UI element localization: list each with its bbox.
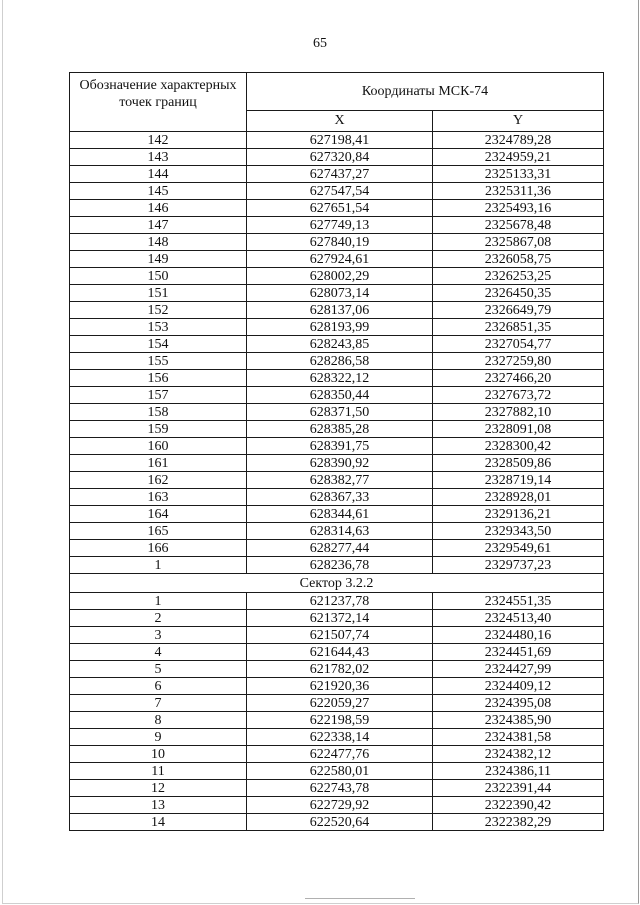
cell-y: 2325133,31 [433,166,604,183]
cell-y: 2324427,99 [433,661,604,678]
cell-y: 2327673,72 [433,387,604,404]
table-row [70,217,604,234]
cell-y: 2324409,12 [433,678,604,695]
cell-point-number: 152 [70,302,247,319]
cell-point-number: 146 [70,200,247,217]
cell-y: 2325867,08 [433,234,604,251]
cell-point-number: 1 [70,593,247,610]
cell-x: 621237,78 [247,593,433,610]
cell-y: 2327259,80 [433,353,604,370]
table-row [70,610,604,627]
coordinates-table [69,72,604,831]
section-separator [70,574,604,593]
cell-x: 628382,77 [247,472,433,489]
table-row [70,132,604,149]
page-bottom-mark [305,898,415,900]
cell-point-number: 144 [70,166,247,183]
cell-point-number: 164 [70,506,247,523]
cell-x: 622520,64 [247,814,433,831]
cell-point-number: 8 [70,712,247,729]
cell-x: 627198,41 [247,132,433,149]
cell-x: 628344,61 [247,506,433,523]
cell-y: 2328509,86 [433,455,604,472]
table-row [70,814,604,831]
cell-point-number: 160 [70,438,247,455]
table-row [70,506,604,523]
table-row [70,268,604,285]
cell-point-number: 4 [70,644,247,661]
cell-point-number: 156 [70,370,247,387]
cell-y: 2322390,42 [433,797,604,814]
table-row [70,593,604,610]
table-row [70,712,604,729]
cell-x: 628243,85 [247,336,433,353]
table-row [70,763,604,780]
cell-y: 2326253,25 [433,268,604,285]
table-row [70,695,604,712]
cell-x: 627651,54 [247,200,433,217]
cell-x: 628193,99 [247,319,433,336]
cell-point-number: 154 [70,336,247,353]
cell-point-number: 5 [70,661,247,678]
cell-point-number: 158 [70,404,247,421]
table-body-part1 [70,132,604,574]
cell-x: 628314,63 [247,523,433,540]
cell-x: 628391,75 [247,438,433,455]
cell-x: 628002,29 [247,268,433,285]
cell-x: 622477,76 [247,746,433,763]
cell-point-number: 143 [70,149,247,166]
cell-y: 2329737,23 [433,557,604,574]
cell-point-number: 148 [70,234,247,251]
cell-y: 2324395,08 [433,695,604,712]
cell-point-number: 163 [70,489,247,506]
cell-x: 627924,61 [247,251,433,268]
cell-point-number: 3 [70,627,247,644]
cell-point-number: 2 [70,610,247,627]
cell-y: 2326851,35 [433,319,604,336]
cell-point-number: 11 [70,763,247,780]
cell-x: 627840,19 [247,234,433,251]
cell-x: 628073,14 [247,285,433,302]
table-row [70,234,604,251]
cell-x: 621507,74 [247,627,433,644]
cell-y: 2322391,44 [433,780,604,797]
cell-y: 2325493,16 [433,200,604,217]
cell-x: 628390,92 [247,455,433,472]
table-row [70,438,604,455]
table-row [70,489,604,506]
cell-x: 628385,28 [247,421,433,438]
cell-y: 2324789,28 [433,132,604,149]
cell-point-number: 13 [70,797,247,814]
cell-x: 628137,06 [247,302,433,319]
cell-x: 628236,78 [247,557,433,574]
cell-y: 2325678,48 [433,217,604,234]
table-row [70,797,604,814]
cell-y: 2327466,20 [433,370,604,387]
cell-x: 622198,59 [247,712,433,729]
section-label: Сектор 3.2.2 [70,574,604,593]
cell-point-number: 161 [70,455,247,472]
cell-x: 627437,27 [247,166,433,183]
table-row [70,166,604,183]
cell-point-number: 149 [70,251,247,268]
cell-point-number: 150 [70,268,247,285]
header-point-designation: Обозначение характерных точек границ [70,73,247,132]
table-row [70,404,604,421]
table-row [70,557,604,574]
cell-y: 2322382,29 [433,814,604,831]
cell-point-number: 153 [70,319,247,336]
cell-x: 621782,02 [247,661,433,678]
cell-y: 2324513,40 [433,610,604,627]
cell-point-number: 142 [70,132,247,149]
cell-x: 621644,43 [247,644,433,661]
cell-y: 2326450,35 [433,285,604,302]
cell-point-number: 159 [70,421,247,438]
cell-point-number: 166 [70,540,247,557]
cell-x: 628322,12 [247,370,433,387]
table-row [70,285,604,302]
cell-y: 2328719,14 [433,472,604,489]
cell-x: 628371,50 [247,404,433,421]
cell-point-number: 9 [70,729,247,746]
cell-y: 2327882,10 [433,404,604,421]
table-row [70,370,604,387]
cell-y: 2324551,35 [433,593,604,610]
table-row [70,336,604,353]
cell-x: 622743,78 [247,780,433,797]
table-row [70,421,604,438]
header-coordinates-system: Координаты МСК-74 [247,73,604,111]
cell-x: 627749,13 [247,217,433,234]
cell-point-number: 165 [70,523,247,540]
table-row [70,455,604,472]
cell-y: 2327054,77 [433,336,604,353]
table-row [70,472,604,489]
cell-x: 622729,92 [247,797,433,814]
cell-x: 621920,36 [247,678,433,695]
cell-x: 628277,44 [247,540,433,557]
cell-point-number: 155 [70,353,247,370]
cell-x: 627547,54 [247,183,433,200]
table-row [70,387,604,404]
page-number: 65 [313,36,327,51]
table-row [70,540,604,557]
cell-point-number: 162 [70,472,247,489]
table-row [70,353,604,370]
cell-y: 2324381,58 [433,729,604,746]
cell-point-number: 7 [70,695,247,712]
table-header [70,73,604,132]
cell-x: 621372,14 [247,610,433,627]
cell-x: 628286,58 [247,353,433,370]
table-row [70,523,604,540]
cell-point-number: 151 [70,285,247,302]
cell-y: 2326058,75 [433,251,604,268]
cell-x: 628367,33 [247,489,433,506]
table-row [70,661,604,678]
table-row [70,302,604,319]
cell-y: 2326649,79 [433,302,604,319]
cell-point-number: 10 [70,746,247,763]
cell-y: 2324386,11 [433,763,604,780]
table-row [70,746,604,763]
cell-point-number: 145 [70,183,247,200]
cell-y: 2324382,12 [433,746,604,763]
table-row [70,644,604,661]
cell-x: 622059,27 [247,695,433,712]
section-row [70,574,604,593]
cell-x: 622338,14 [247,729,433,746]
table-row [70,780,604,797]
cell-y: 2328928,01 [433,489,604,506]
cell-y: 2324959,21 [433,149,604,166]
cell-y: 2324451,69 [433,644,604,661]
table-body-part2 [70,593,604,831]
cell-y: 2324480,16 [433,627,604,644]
cell-y: 2328091,08 [433,421,604,438]
cell-point-number: 6 [70,678,247,695]
cell-x: 628350,44 [247,387,433,404]
cell-point-number: 14 [70,814,247,831]
cell-point-number: 147 [70,217,247,234]
cell-y: 2329549,61 [433,540,604,557]
table-row [70,678,604,695]
header-y: Y [433,110,604,131]
cell-point-number: 157 [70,387,247,404]
cell-y: 2329343,50 [433,523,604,540]
cell-x: 627320,84 [247,149,433,166]
cell-point-number: 1 [70,557,247,574]
table-row [70,627,604,644]
cell-point-number: 12 [70,780,247,797]
cell-y: 2324385,90 [433,712,604,729]
header-x: X [247,110,433,131]
table-row [70,149,604,166]
table-row [70,729,604,746]
cell-x: 622580,01 [247,763,433,780]
table-row [70,251,604,268]
cell-y: 2329136,21 [433,506,604,523]
table-row [70,319,604,336]
cell-y: 2325311,36 [433,183,604,200]
table-row [70,200,604,217]
cell-y: 2328300,42 [433,438,604,455]
table-row [70,183,604,200]
